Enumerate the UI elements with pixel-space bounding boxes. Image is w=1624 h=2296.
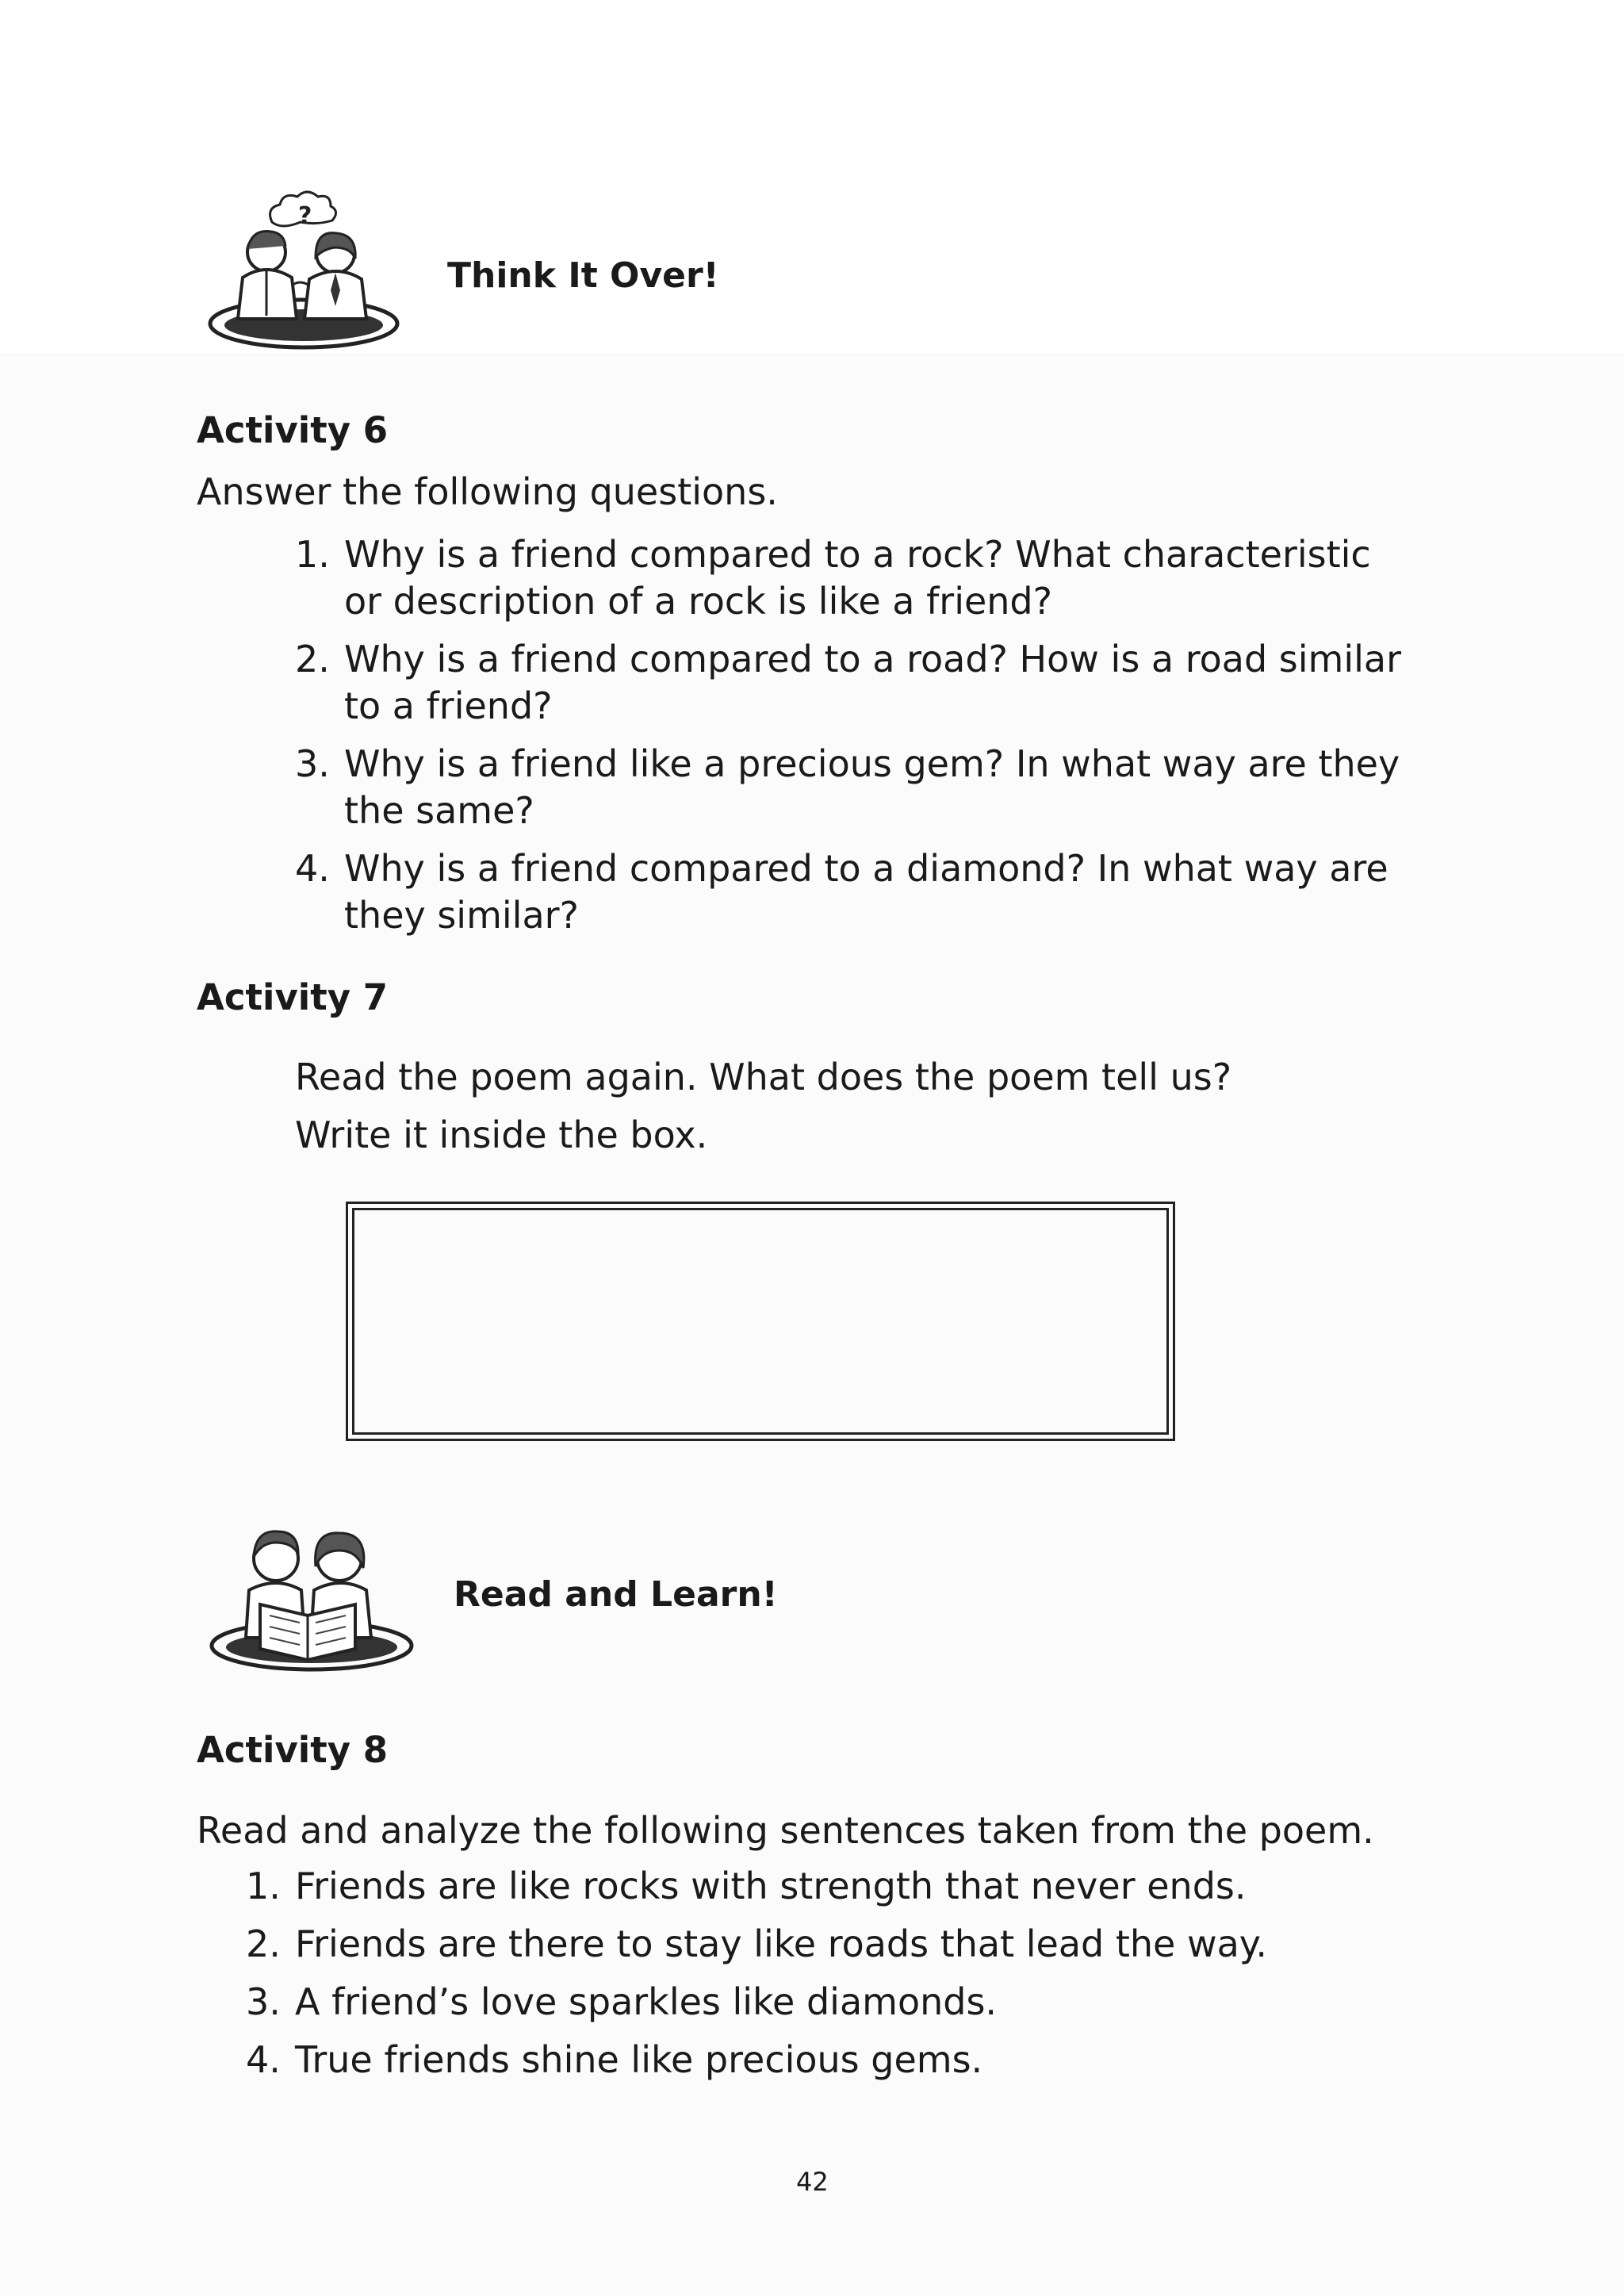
question-line: Why is a friend compared to a road? How is a road similar: [344, 638, 1401, 680]
question-line: to a friend?: [344, 684, 553, 727]
list-item: [295, 845, 1438, 939]
activity-8-sentence-list: [246, 1863, 1484, 2095]
list-item: [295, 531, 1438, 625]
question-line: or description of a rock is like a friend?: [344, 580, 1053, 623]
answer-box[interactable]: [346, 1202, 1175, 1441]
list-item-number: 2.: [295, 638, 330, 680]
section-title-read-and-learn: Read and Learn!: [454, 1574, 778, 1615]
page-number: 42: [796, 2167, 829, 2197]
question-line: Why is a friend compared to a diamond? In what way are: [344, 847, 1388, 890]
list-item-number: 3.: [295, 742, 330, 785]
reading-children-icon: [205, 1511, 419, 1673]
question-line: the same?: [344, 789, 534, 832]
sentence-text: True friends shine like precious gems.: [295, 2038, 983, 2081]
activity-7-instruction: Read the poem again. What does the poem tell us?: [295, 1056, 1232, 1098]
list-item: [246, 1979, 1484, 2026]
section-title-think-it-over: Think It Over!: [447, 255, 719, 296]
thinking-children-icon: [205, 190, 403, 353]
svg-text:?: ?: [298, 202, 312, 230]
answer-box-inner-border: [352, 1208, 1169, 1435]
activity-8-instruction: Read and analyze the following sentences taken from the poem.: [197, 1809, 1374, 1852]
question-line: Why is a friend compared to a rock? What characteristic: [344, 533, 1371, 576]
sentence-text: Friends are there to stay like roads that lead the way.: [295, 1922, 1268, 1965]
sentence-text: A friend’s love sparkles like diamonds.: [295, 1980, 998, 2023]
list-item-number: 2.: [246, 1922, 281, 1965]
activity-8-heading: Activity 8: [197, 1729, 389, 1771]
list-item-number: 1.: [246, 1865, 281, 1907]
activity-7-heading: Activity 7: [197, 976, 389, 1018]
question-line: they similar?: [344, 894, 579, 937]
list-item-number: 3.: [246, 1980, 281, 2023]
activity-6-instruction: Answer the following questions.: [197, 470, 778, 513]
activity-6-question-list: [295, 531, 1438, 950]
list-item-number: 1.: [295, 533, 330, 576]
list-item: [295, 741, 1438, 834]
sentence-text: Friends are like rocks with strength that never ends.: [295, 1865, 1247, 1907]
list-item: [246, 2037, 1484, 2083]
list-item: [246, 1921, 1484, 1968]
list-item: [246, 1863, 1484, 1910]
question-line: Why is a friend like a precious gem? In what way are they: [344, 742, 1400, 785]
list-item-number: 4.: [246, 2038, 281, 2081]
activity-6-heading: Activity 6: [197, 409, 389, 451]
activity-7-instruction: Write it inside the box.: [295, 1114, 708, 1156]
list-item: [295, 636, 1438, 730]
list-item-number: 4.: [295, 847, 330, 890]
